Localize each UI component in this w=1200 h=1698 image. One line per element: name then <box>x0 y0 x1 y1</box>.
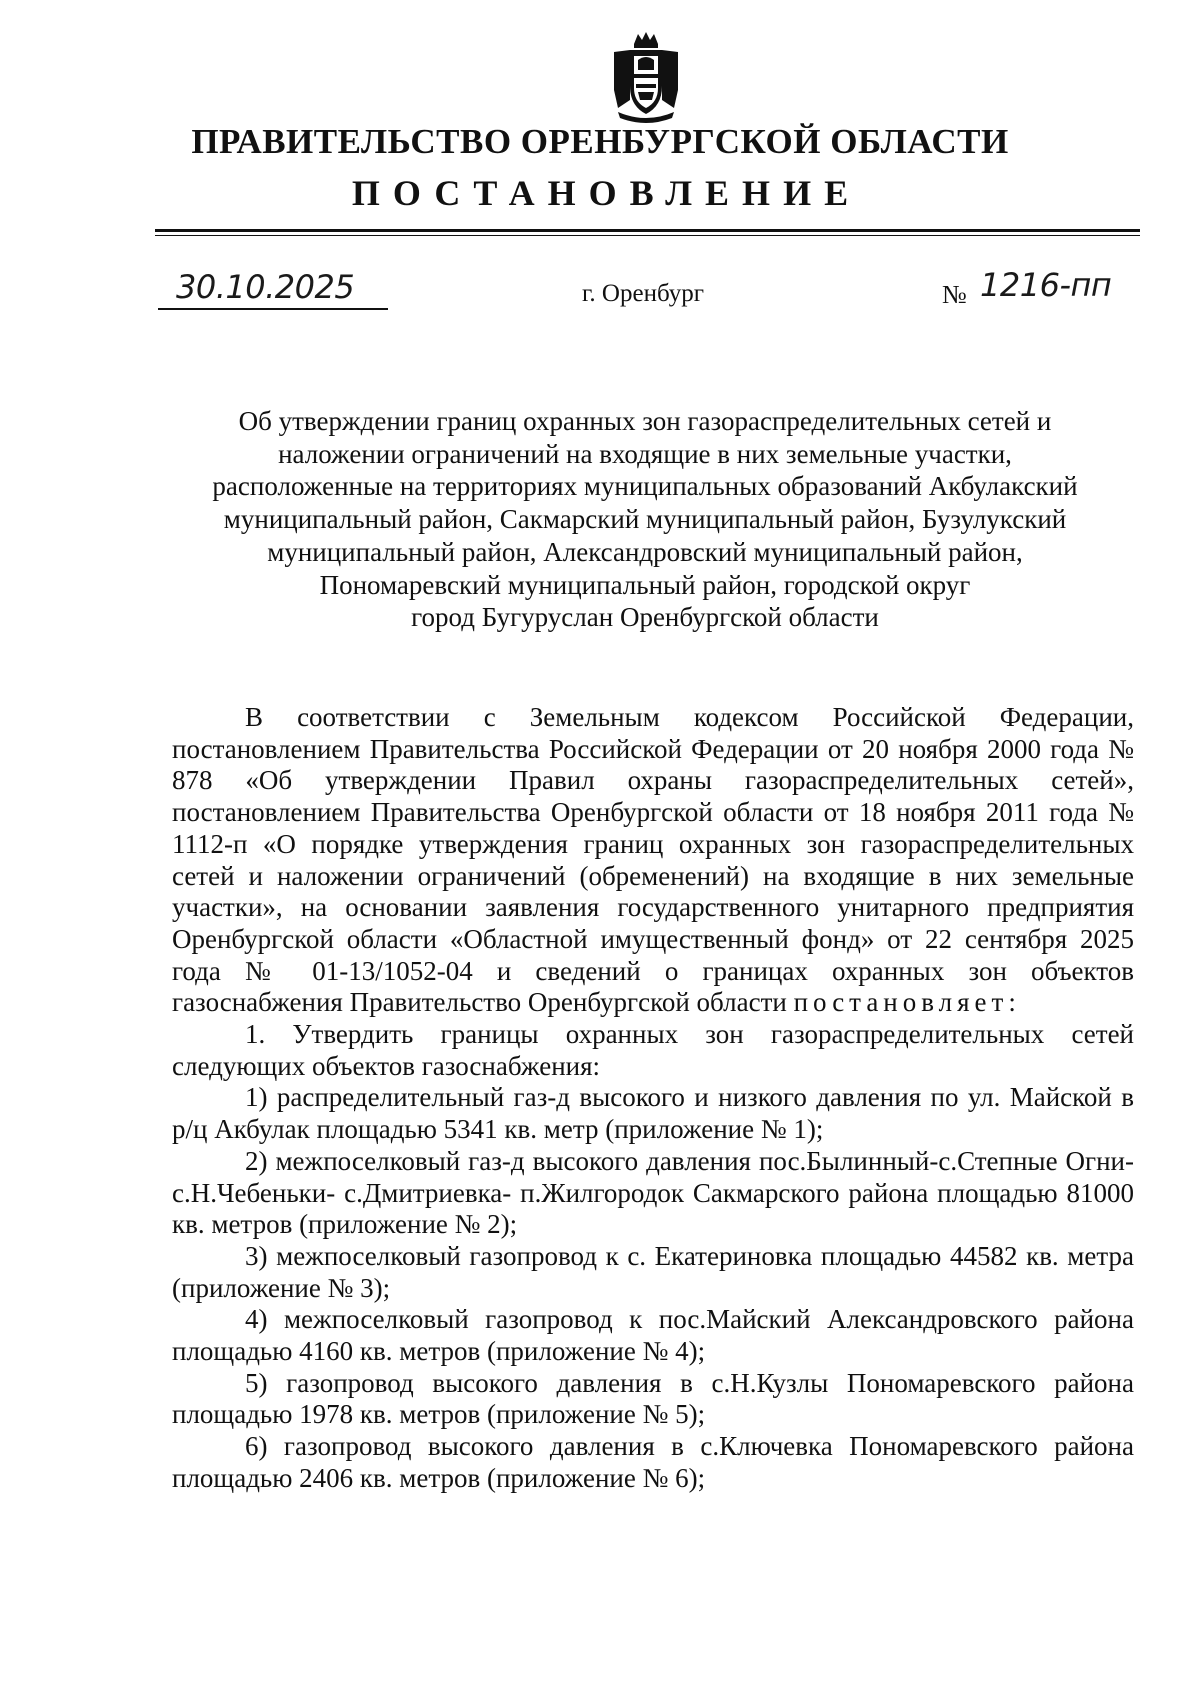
header-rule <box>155 229 1140 232</box>
document-body <box>172 702 1134 1495</box>
date-underline <box>158 308 388 310</box>
coat-of-arms-icon <box>608 30 684 126</box>
subitem-paragraph: 6) газопровод высокого давления в с.Ключевка Пономаревского района площадью 2406 кв. метров (приложение № 6); <box>172 1431 1134 1493</box>
government-title: ПРАВИТЕЛЬСТВО ОРЕНБУРГСКОЙ ОБЛАСТИ <box>191 122 1009 161</box>
document-type: ПОСТАНОВЛЕНИЕ <box>351 173 862 213</box>
subject-line: наложении ограничений на входящие в них земельные участки, <box>278 438 1012 469</box>
subject-line: муниципальный район, Сакмарский муниципальный район, Бузулукский <box>223 504 1067 535</box>
subject-line: муниципальный район, Александровский муниципальный район, <box>267 536 1023 567</box>
preamble-paragraph <box>172 702 1134 1019</box>
number-sign: № <box>942 280 967 309</box>
subject-line: расположенные на территориях муниципальных образований Акбулакский <box>212 471 1078 502</box>
document-number <box>942 266 1142 310</box>
subject-line: город Бугуруслан Оренбургской области <box>411 602 879 633</box>
document-date <box>158 268 388 310</box>
resolves-word: постановляет: <box>793 987 1021 1018</box>
city-name: г. Оренбург <box>582 280 704 307</box>
number-value: 1216-пп <box>980 266 1112 304</box>
subitem-paragraph: 3) межпоселковый газопровод к с. Екатериновка площадью 44582 кв. метра (приложение № 3); <box>172 1240 1134 1303</box>
subject-line: Об утверждении границ охранных зон газораспределительных сетей и <box>238 406 1052 436</box>
subitem-paragraph: 5) газопровод высокого давления в с.Н.Кузлы Пономаревского района площадью 1978 кв. метров (приложение № 5); <box>172 1367 1134 1430</box>
document-subject <box>150 405 1140 634</box>
subject-line: Пономаревский муниципальный район, городской округ <box>319 569 971 600</box>
subitem-paragraph: 2) межпоселковый газ-д высокого давления пос.Былинный-с.Степные Огни- с.Н.Чебеньки- с.Дмитриевка- п.Жилгородок Сакмарского района площадью 81000 кв. метров (приложение № 2); <box>172 1145 1134 1240</box>
subitem-paragraph: 1) распределительный газ-д высокого и низкого давления по ул. Майской в р/ц Акбулак площадью 5341 кв. метр (приложение № 1); <box>172 1082 1134 1145</box>
preamble-text: В соответствии с Земельным кодексом Российской Федерации, постановлением Правительства Российской Федерации от 20 ноября 2000 года № 878 «Об утверждении Правил охраны газораспределительных сетей», постановлением Правительства Оренбургской области от 18 ноября 2011 года № 1112-п «О порядке утверждения границ охранных зон газораспределительных сетей и наложении ограничений (обременений) на входящие в них земельные участки», на основании заявления государственного унитарного предприятия Оренбургской области «Областной имущественный фонд» от 22 сентября 2025 года № 01-13/1052-04 и сведений о границах охранных зон объектов газоснабжения Правительство Оренбургской области <box>172 702 1134 1018</box>
date-value: 30.10.2025 <box>176 268 355 306</box>
header-rule-thin <box>155 235 1140 236</box>
item-1-paragraph: 1. Утвердить границы охранных зон газораспределительных сетей следующих объектов газоснабжения: <box>172 1019 1134 1081</box>
subitem-paragraph: 4) межпоселковый газопровод к пос.Майский Александровского района площадью 4160 кв. метров (приложение № 4); <box>172 1304 1134 1367</box>
